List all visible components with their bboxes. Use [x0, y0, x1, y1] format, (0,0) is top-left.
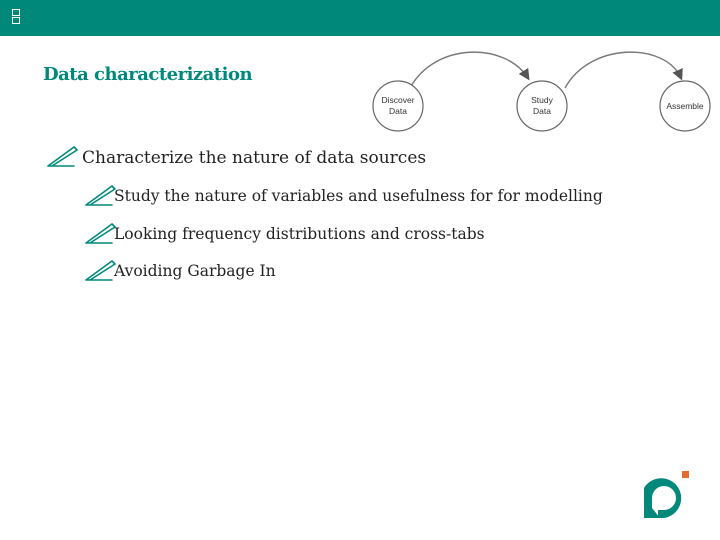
flow-node-study-data — [517, 81, 567, 131]
flow-node-label: Discover — [381, 95, 415, 105]
pencil-icon — [82, 183, 116, 209]
pencil-icon — [82, 258, 116, 284]
flow-node-label: Study — [531, 95, 553, 105]
flow-arrow-1 — [410, 52, 528, 88]
flow-node-label: Assemble — [666, 101, 704, 111]
slide-title: Data characterization — [43, 64, 253, 85]
flow-node-assemble — [660, 81, 710, 131]
process-flow-diagram — [365, 42, 720, 142]
top-bar — [0, 0, 720, 36]
flow-node-discover-data — [373, 81, 423, 131]
bullet-text: Characterize the nature of data sources — [82, 148, 427, 168]
pencil-icon — [44, 144, 78, 170]
flow-node-label: Data — [533, 106, 551, 116]
bullet-text: Looking frequency distributions and cross-tabs — [114, 225, 485, 243]
flow-arrow-2 — [565, 52, 681, 88]
brand-logo-icon — [640, 470, 692, 522]
bullet-text: Avoiding Garbage In — [114, 262, 276, 280]
slide-marker-icon — [12, 9, 22, 27]
pencil-icon — [82, 221, 116, 247]
flow-node-label: Data — [389, 106, 407, 116]
bullet-text: Study the nature of variables and usefulness for for modelling — [114, 187, 603, 205]
